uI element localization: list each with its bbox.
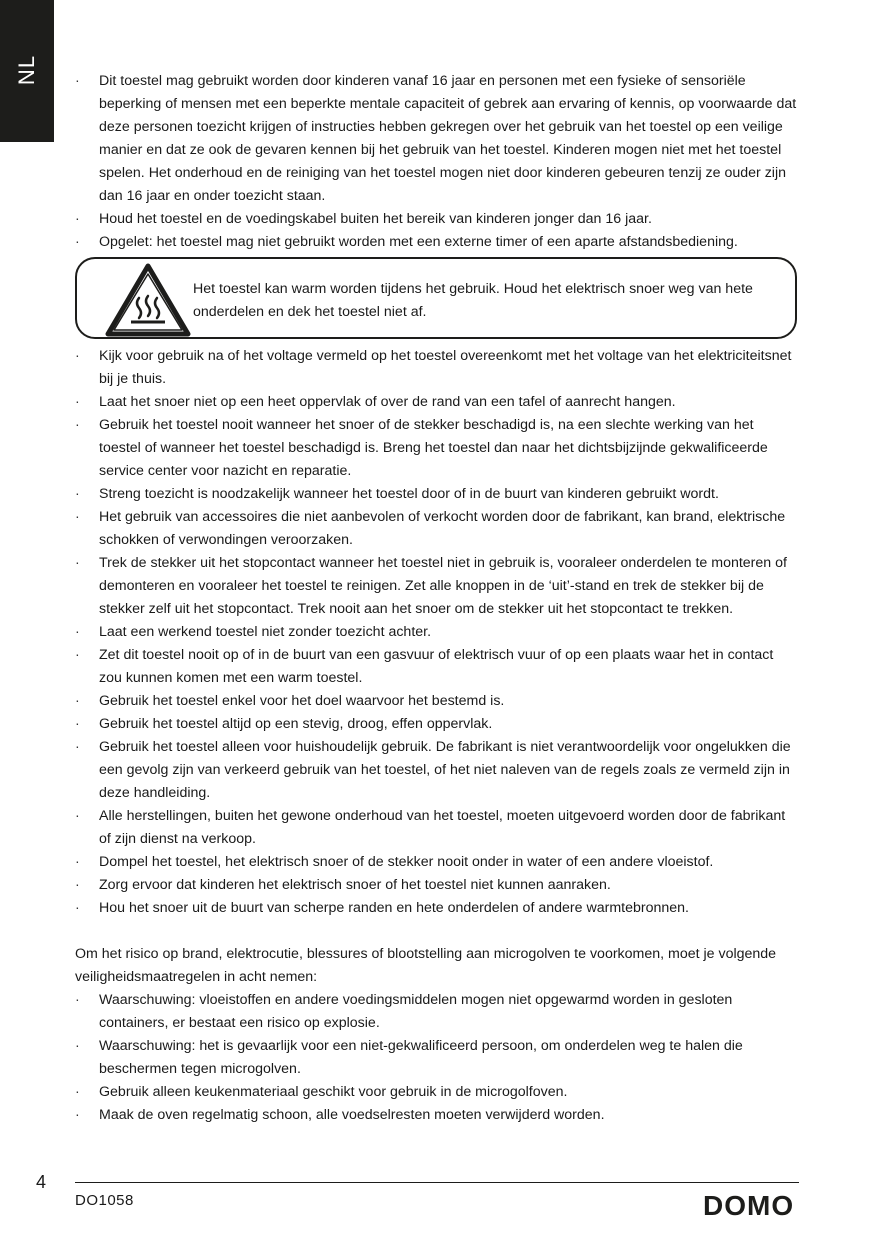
safety-list-3 — [75, 989, 797, 1127]
list-item: · Trek de stekker uit het stopcontact wanneer het toestel niet in gebruik is, vooraleer onderdelen te monteren of demonteren en vooraleer het toestel te reinigen. Zet alle knoppen in de ‘uit’-stand en trek de stekker bij de stekker zelf uit het stopcontact. Trek nooit aan het snoer om de stekker uit het stopcontact te trekken. — [75, 552, 797, 621]
brand-logo: DOMO — [703, 1190, 795, 1221]
language-label: NL — [14, 54, 39, 86]
list-item: · Laat een werkend toestel niet zonder toezicht achter. — [75, 621, 797, 644]
list-item: · Laat het snoer niet op een heet oppervlak of over de rand van een tafel of aanrecht hangen. — [75, 391, 797, 414]
list-item: · Gebruik het toestel enkel voor het doel waarvoor het bestemd is. — [75, 690, 797, 713]
page-content — [75, 70, 797, 1127]
hot-surface-warning-icon — [104, 262, 192, 338]
list-item: · Gebruik het toestel alleen voor huishoudelijk gebruik. De fabrikant is niet verantwoordelijk voor ongelukken die een gevolg zijn van verkeerd gebruik van het toestel, of het niet naleven van de regels zoals ze vermeld zijn in deze handleiding. — [75, 736, 797, 805]
language-tab — [0, 0, 54, 142]
list-item: · Waarschuwing: vloeistoffen en andere voedingsmiddelen mogen niet opgewarmd worden in gesloten containers, er bestaat een risico op explosie. — [75, 989, 797, 1035]
list-item: · Gebruik alleen keukenmateriaal geschikt voor gebruik in de microgolfoven. — [75, 1081, 797, 1104]
list-item: · Maak de oven regelmatig schoon, alle voedselresten moeten verwijderd worden. — [75, 1104, 797, 1127]
footer-divider — [75, 1182, 799, 1183]
microwave-intro: Om het risico op brand, elektrocutie, blessures of blootstelling aan microgolven te voorkomen, moet je volgende veiligheidsmaatregelen in acht nemen: — [75, 946, 777, 985]
list-item: · Gebruik het toestel altijd op een stevig, droog, effen oppervlak. — [75, 713, 797, 736]
list-item: · Opgelet: het toestel mag niet gebruikt worden met een externe timer of een aparte afstandsbediening. — [75, 231, 797, 254]
list-item: · Houd het toestel en de voedingskabel buiten het bereik van kinderen jonger dan 16 jaar. — [75, 208, 797, 231]
model-number: DO1058 — [75, 1192, 134, 1209]
list-item: · Kijk voor gebruik na of het voltage vermeld op het toestel overeenkomt met het voltage van het elektriciteitsnet bij je thuis. — [75, 345, 797, 391]
safety-list-1 — [75, 70, 797, 254]
list-item: · Alle herstellingen, buiten het gewone onderhoud van het toestel, moeten uitgevoerd worden door de fabrikant of zijn dienst na verkoop. — [75, 805, 797, 851]
list-item: · Dit toestel mag gebruikt worden door kinderen vanaf 16 jaar en personen met een fysieke of sensoriële beperking of mensen met een beperkte mentale capaciteit of gebrek aan ervaring of kennis, op voorwaarde dat deze personen toezicht krijgen of instructies hebben gekregen over het gebruik van het toestel op een veilige manier en dat ze ook de gevaren kennen bij het gebruik van het toestel. Kinderen mogen niet met het toestel spelen. Het onderhoud en de reiniging van het toestel mogen niet door kinderen gebeuren tenzij ze ouder zijn dan 16 jaar en onder toezicht staan. — [75, 70, 797, 208]
list-item: · Streng toezicht is noodzakelijk wanneer het toestel door of in de buurt van kinderen gebruikt wordt. — [75, 483, 797, 506]
list-item: · Zet dit toestel nooit op of in de buurt van een gasvuur of elektrisch vuur of op een plaats waar het in contact zou kunnen komen met een warm toestel. — [75, 644, 797, 690]
list-item: · Gebruik het toestel nooit wanneer het snoer of de stekker beschadigd is, na een slechte werking van het toestel of wanneer het toestel beschadigd is. Breng het toestel dan naar het dichtsbijzijnde gekwalificeerde service center voor nazicht en reparatie. — [75, 414, 797, 483]
list-item: · Het gebruik van accessoires die niet aanbevolen of verkocht worden door de fabrikant, kan brand, elektrische schokken of verwondingen veroorzaken. — [75, 506, 797, 552]
hot-surface-warning-box — [75, 257, 797, 339]
list-item: · Hou het snoer uit de buurt van scherpe randen en hete onderdelen of andere warmtebronnen. — [75, 897, 797, 920]
list-item: · Zorg ervoor dat kinderen het elektrisch snoer of het toestel niet kunnen aanraken. — [75, 874, 797, 897]
page-number: 4 — [36, 1172, 47, 1192]
safety-list-2 — [75, 345, 797, 920]
list-item: · Waarschuwing: het is gevaarlijk voor een niet-gekwalificeerd persoon, om onderdelen weg te halen die beschermen tegen microgolven. — [75, 1035, 797, 1081]
list-item: · Dompel het toestel, het elektrisch snoer of de stekker nooit onder in water of een andere vloeistof. — [75, 851, 797, 874]
warning-text: Het toestel kan warm worden tijdens het gebruik. Houd het elektrisch snoer weg van hete onderdelen en dek het toestel niet af. — [193, 281, 753, 320]
